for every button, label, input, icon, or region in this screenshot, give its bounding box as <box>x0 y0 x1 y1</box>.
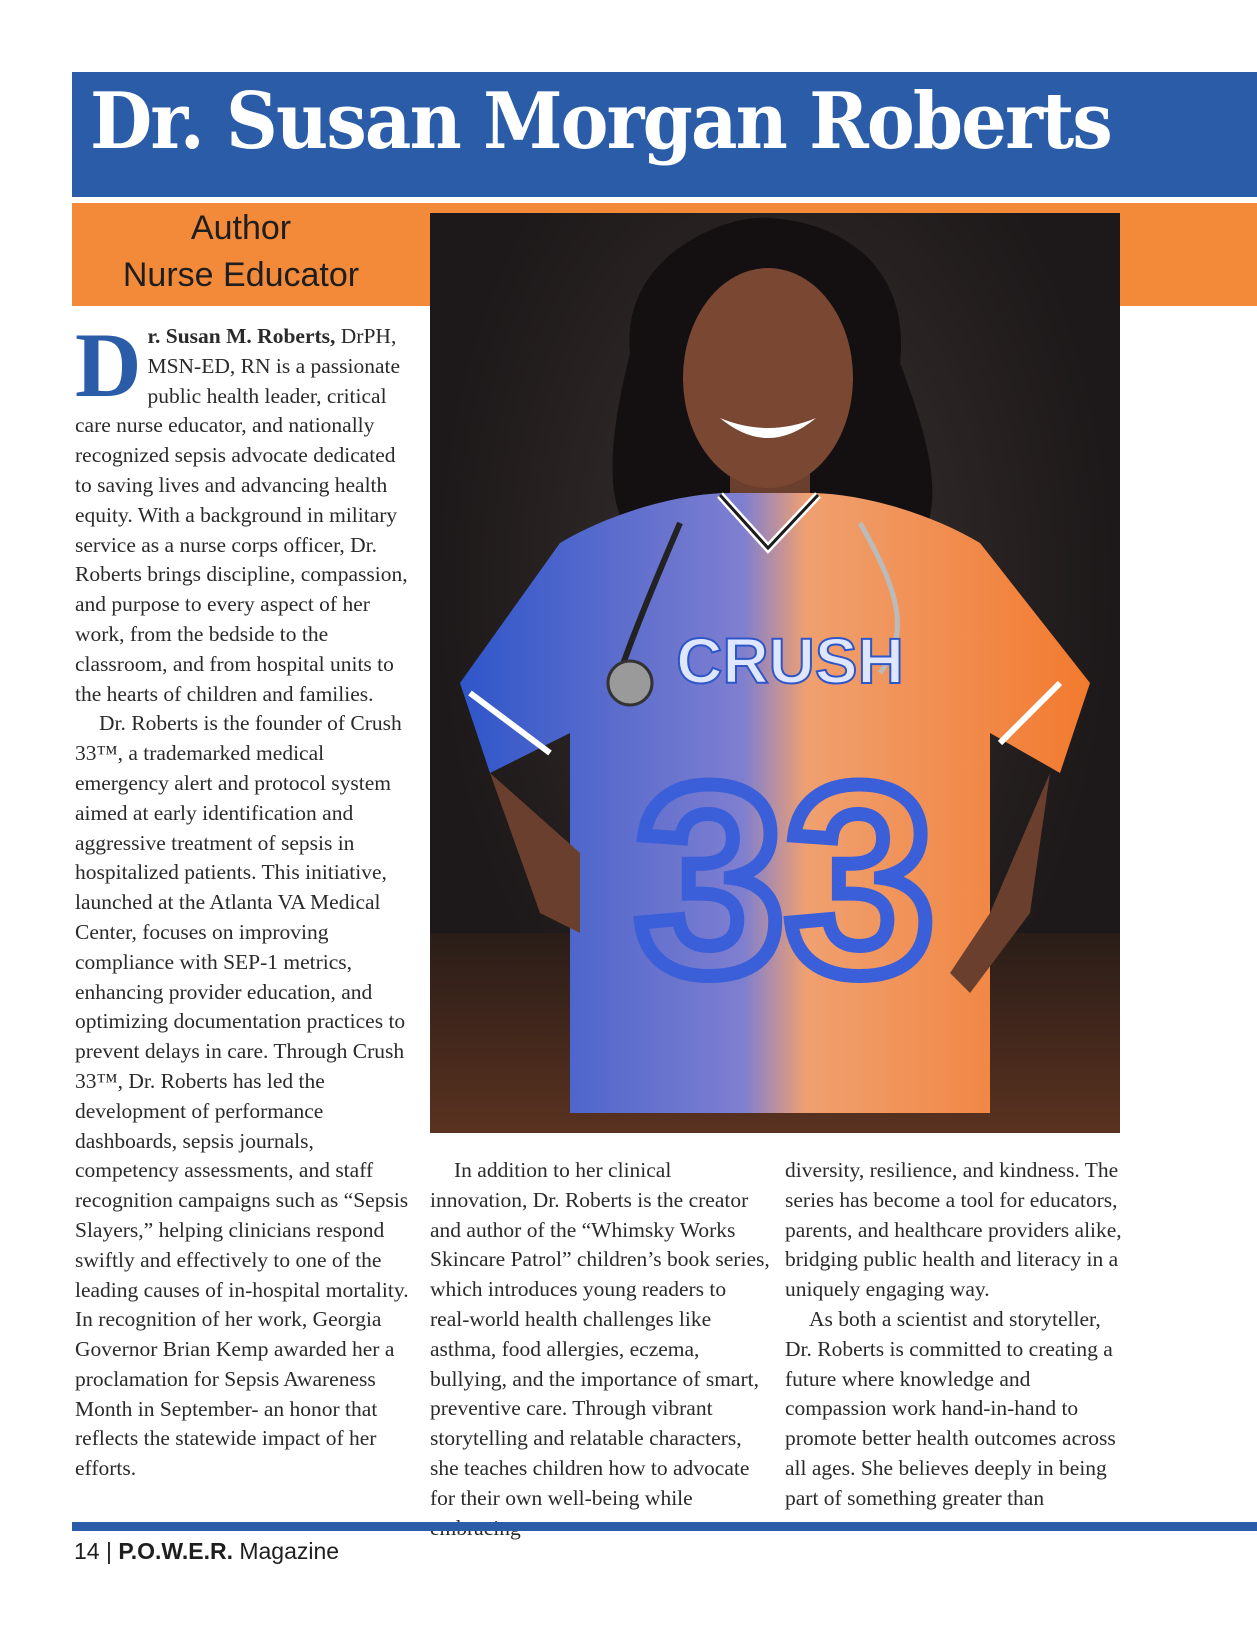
footer-rule <box>72 1522 1257 1531</box>
article-paragraph-4: As both a scientist and storyteller, Dr. Roberts is committed to creating a future where knowledge and compassion work hand-in-hand to promote better health outcomes across all ages. She believes deeply in being part of something greater than <box>785 1306 1116 1510</box>
article-paragraph-2: Dr. Roberts is the founder of Crush 33™, a trademarked medical emergency alert and protocol system aimed at early identification and aggressive treatment of sepsis in hospitalized patients. This initiative, launched at the Atlanta VA Medical Center, focuses on improving compliance with SEP-1 metrics, enhancing provider education, and optimizing documentation practices to prevent delays in care. Through Crush 33™, Dr. Roberts has led the development of performance dashboards, sepsis journals, competency assessments, and staff recognition campaigns such as “Sepsis Slayers,” helping clinicians respond swiftly and effectively to one of the leading causes of in-hospital mortality. In recognition of her work, Georgia Governor Brian Kemp awarded her a proclamation for Sepsis Awareness Month in September- an honor that reflects the statewide impact of her efforts. <box>75 711 409 1481</box>
role-author: Author <box>190 209 292 247</box>
article-column-3 <box>785 1156 1125 1514</box>
article-column-1 <box>75 314 415 1484</box>
title-band <box>72 72 1257 197</box>
roles-block <box>72 205 410 299</box>
page-footer <box>74 1538 339 1565</box>
paragraph-1-text: DrPH, MSN-ED, RN is a passionate public health leader, critical care nurse educator, and nationally recognized sepsis advocate dedicated to saving lives and advancing health equity. With a background in military service as a nurse corps officer, Dr. Roberts brings discipline, compassion, and purpose to every aspect of her work, from the bedside to the classroom, and from hospital units to the hearts of children and families. <box>75 324 408 706</box>
page-number: 14 <box>74 1538 100 1564</box>
magazine-name: Magazine <box>239 1538 340 1564</box>
lead-in: r. Susan M. Roberts, <box>147 324 336 348</box>
footer-separator: | <box>105 1538 112 1564</box>
page-title: Dr. Susan Morgan Roberts <box>90 76 1111 167</box>
role-nurse-educator: Nurse Educator <box>122 256 360 294</box>
drop-cap: D <box>75 314 142 416</box>
jersey-text: CRUSH <box>676 625 904 697</box>
article-paragraph-1 <box>75 314 415 709</box>
article-paragraph-3: In addition to her clinical innovation, Dr. Roberts is the creator and author of the “Whimsky Works Skincare Patrol” children’s book series, which introduces young readers to real-world health challenges like asthma, food allergies, eczema, bullying, and the importance of smart, preventive care. Through vibrant storytelling and relatable characters, she teaches children how to advocate for their own well-being while <box>430 1158 770 1510</box>
portrait-illustration <box>430 213 1120 1133</box>
portrait-photo <box>430 213 1120 1133</box>
article-paragraph-3-continued: diversity, resilience, and kindness. The series has become a tool for educators, parents, and healthcare providers alike, bridging public health and literacy in a uniquely engaging way. <box>785 1158 1122 1302</box>
jersey-number: 33 <box>634 730 936 1031</box>
magazine-name-bold: P.O.W.E.R. <box>118 1538 233 1564</box>
article-column-2 <box>430 1156 770 1543</box>
